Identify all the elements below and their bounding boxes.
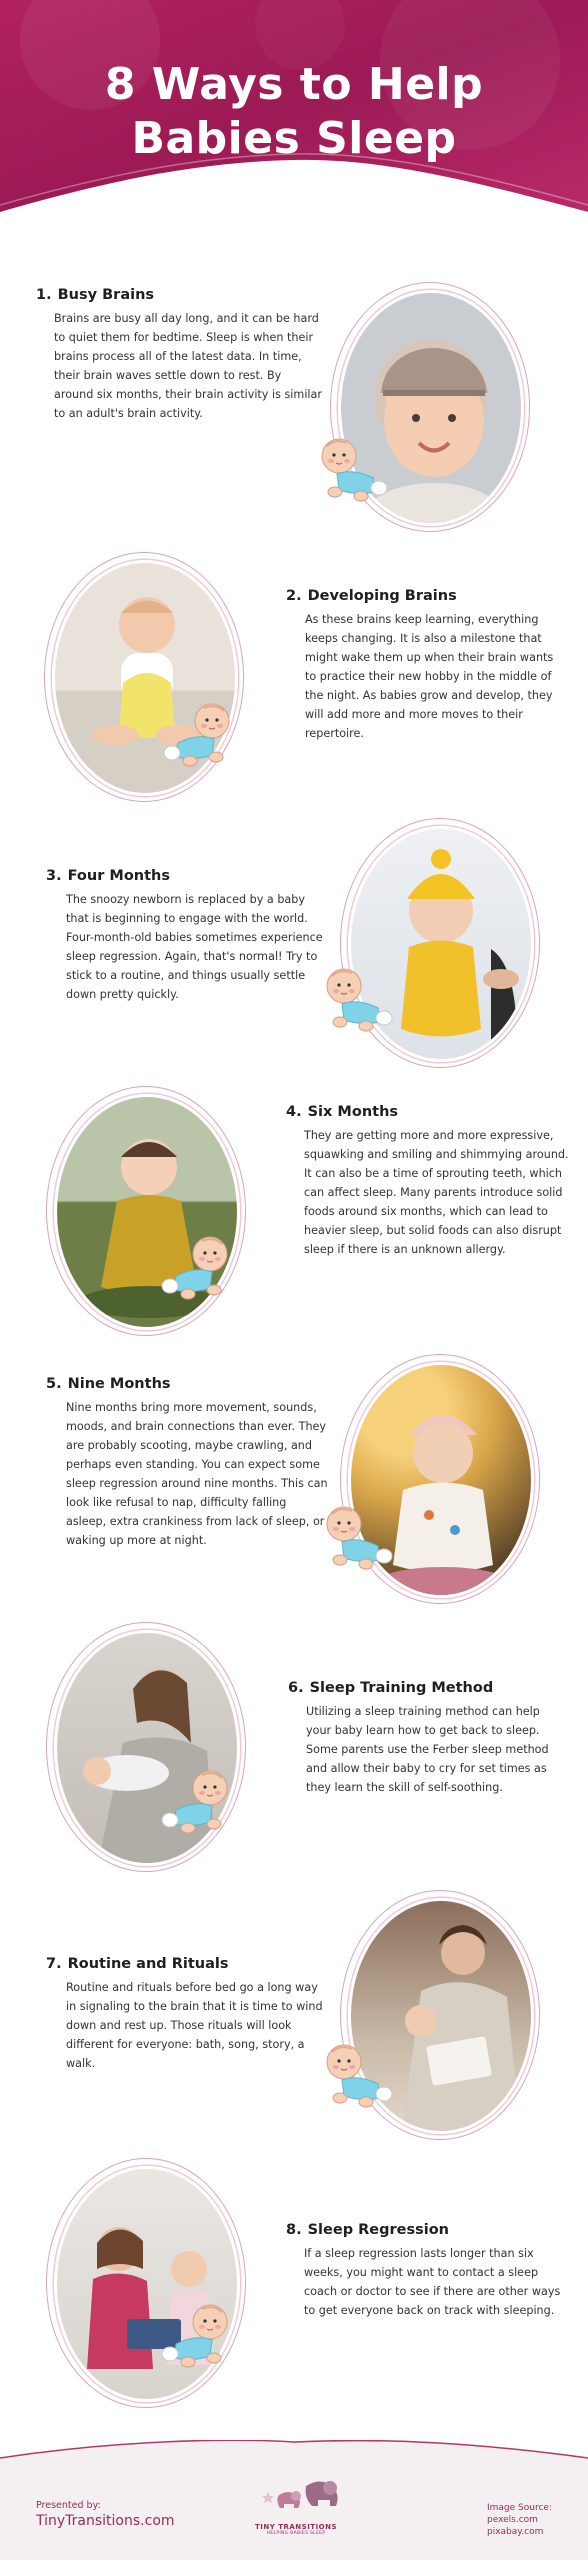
image-source-pexels[interactable]: pexels.com [487, 2515, 538, 2525]
section-number: 1. [36, 287, 52, 303]
section-heading [36, 287, 154, 303]
section-number: 7. [46, 1956, 62, 1972]
section-text: As these brains keep learning, everything keeps changing. It is also a milestone that might wake them up when their brain wants to practice their new hobby in the middle of the night. As babies grow and develop, they will add more and more moves to their repertoire. [305, 613, 554, 740]
section-number: 4. [286, 1104, 302, 1120]
section-number: 2. [286, 588, 302, 604]
section-title: Developing Brains [307, 588, 457, 604]
section-heading [46, 1376, 171, 1392]
elephant-logo-icon [244, 2474, 348, 2518]
section-heading [286, 2222, 449, 2238]
section-number: 8. [286, 2222, 302, 2238]
section-heading [46, 868, 170, 884]
section-title: Busy Brains [57, 287, 155, 303]
section-title: Six Months [307, 1104, 399, 1120]
section-heading [46, 1956, 228, 1972]
section-text: Routine and rituals before bed go a long way in signaling to the brain that it is time to wind down and rest up. Those rituals will look different for everyone: bath, song, story, a walk. [66, 1981, 323, 2070]
header-banner [0, 0, 588, 215]
section-number: 6. [288, 1680, 304, 1696]
crawling-baby-icon [313, 430, 393, 510]
section-heading [286, 588, 457, 604]
section-heading [288, 1680, 493, 1696]
tiny-transitions-logo [244, 2474, 348, 2544]
crawling-baby-icon [318, 1498, 398, 1578]
logo-text: TINY TRANSITIONS [254, 2523, 338, 2531]
title-line-1: 8 Ways to Help [104, 59, 484, 110]
crawling-baby-icon [318, 960, 398, 1040]
section-heading [286, 1104, 398, 1120]
section-text: Utilizing a sleep training method can help your baby learn how to get back to sleep. Some parents use the Ferber sleep method and allow their baby to cry for set times as they learn the skill of self-soothing. [306, 1705, 549, 1794]
footer-site-link[interactable]: TinyTransitions.com [36, 2513, 175, 2529]
section-text: Brains are busy all day long, and it can be hard to quiet them for bedtime. Sleep is when their brains process all of the latest data. In time, their brain waves settle down to rest. By around six months, their brain activity is similar to an adult's brain activity. [54, 312, 322, 420]
footer-presented-by [36, 2500, 175, 2529]
image-source-label: Image Source: [487, 2503, 552, 2513]
section-text: Nine months bring more movement, sounds, moods, and brain connections than ever. They are probably scooting, maybe crawling, and perhaps even standing. You can expect some sleep regression around nine months. This can look like refusal to nap, difficulty falling asleep, extra crankiness from lack of sleep, or waking up more at night. [66, 1401, 328, 1547]
crawling-baby-icon [156, 1228, 236, 1308]
image-source-pixabay[interactable]: pixabay.com [487, 2527, 544, 2537]
presented-by-label: Presented by: [36, 2500, 101, 2511]
crawling-baby-icon [156, 1762, 236, 1842]
crawling-baby-icon [318, 2036, 398, 2116]
footer-image-source [487, 2502, 552, 2538]
title-line-2: Babies Sleep [131, 113, 457, 164]
section-number: 5. [46, 1376, 62, 1392]
section-number: 3. [46, 868, 62, 884]
section-title: Routine and Rituals [67, 1956, 229, 1972]
section-text: If a sleep regression lasts longer than six weeks, you might want to contact a sleep coach or doctor to see if there are other ways to get everyone back on track with sleeping. [304, 2247, 561, 2317]
section-text: The snoozy newborn is replaced by a baby that is beginning to engage with the world. Four-month-old babies sometimes experience sleep regression. Again, that's normal! Try to stick to a routine, and things usually settle down pretty quickly. [66, 893, 323, 1001]
section-title: Sleep Training Method [309, 1680, 494, 1696]
section-text: They are getting more and more expressive, squawking and smiling and shimmying around. It can also be a time of sprouting teeth, which can affect sleep. Many parents introduce solid foods around six months, which can lead to heavier sleep, but solid foods can also disrupt sleep if there is an unknown allergy. [304, 1129, 569, 1256]
section-title: Nine Months [67, 1376, 171, 1392]
page-title [0, 58, 588, 166]
crawling-baby-icon [156, 2296, 236, 2376]
logo-tagline: HELPING BABIES SLEEP [266, 2531, 326, 2536]
section-title: Sleep Regression [307, 2222, 449, 2238]
section-title: Four Months [67, 868, 171, 884]
crawling-baby-icon [158, 695, 238, 775]
